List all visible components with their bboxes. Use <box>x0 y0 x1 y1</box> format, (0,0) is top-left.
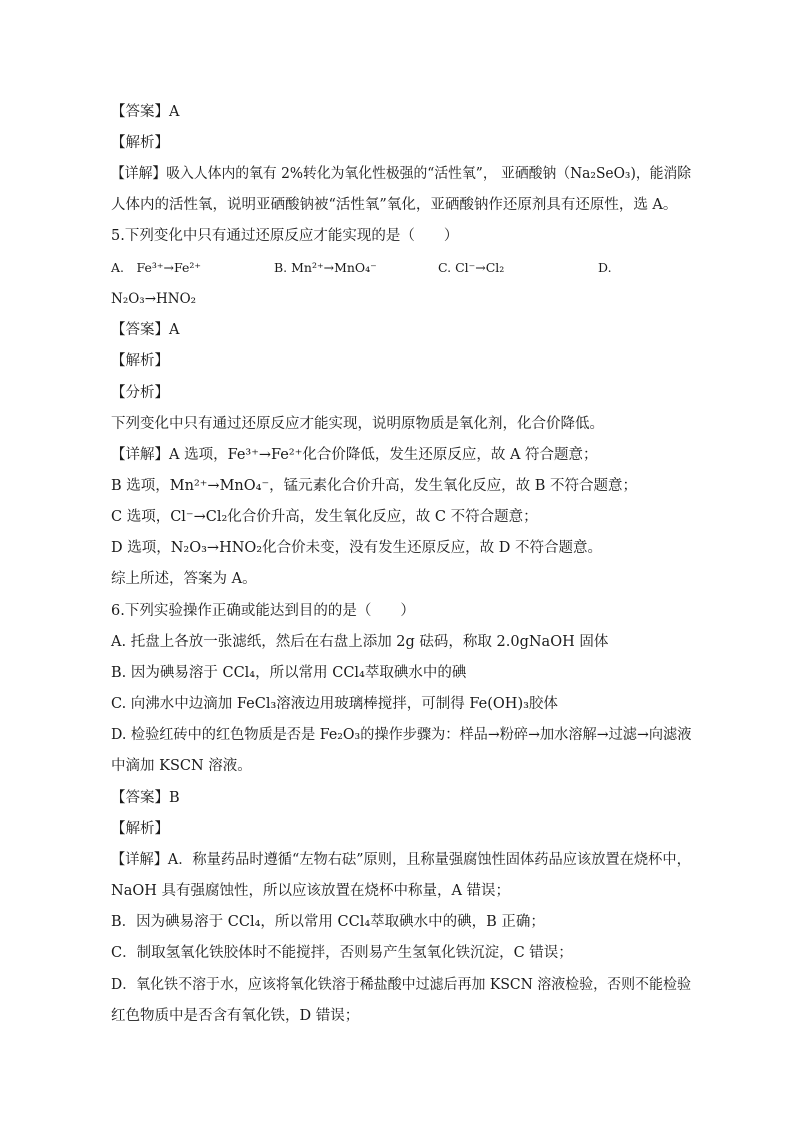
question-5-stem: 5.下列变化中只有通过还原反应才能实现的是（ ） <box>111 228 459 244</box>
question-6-option-d-line1: D. 检验红砖中的红色物质是否是 Fe₂O₃的操作步骤为：样品→粉碎→加水溶解→过滤→向滤液 <box>111 727 692 743</box>
answer-label-q6: 【答案】B <box>111 790 180 806</box>
explanation-q5-option-b: B 选项，Mn²⁺→MnO₄⁻，锰元素化合价升高，发生氧化反应，故 B 不符合题意； <box>111 478 637 494</box>
question-5-option-d: N₂O₃→HNO₂ <box>111 291 197 307</box>
analysis-text-q5: 下列变化中只有通过还原反应才能实现，说明原物质是氧化剂，化合价降低。 <box>111 416 604 432</box>
explanation-q6-c: C．制取氢氧化铁胶体时不能搅拌，否则易产生氢氧化铁沉淀，C 错误； <box>111 945 573 961</box>
explanation-q4-line1: 【详解】吸入人体内的氧有 2%转化为氧化性极强的“活性氧”， 亚硒酸钠（Na₂SeO₃)，能消除 <box>111 166 692 182</box>
explanation-q5-option-c: C 选项，Cl⁻→Cl₂化合价升高，发生氧化反应，故 C 不符合题意； <box>111 509 538 525</box>
analysis-label-q5: 【解析】 <box>111 353 169 369</box>
explanation-q5-option-d: D 选项，N₂O₃→HNO₂化合价未变，没有发生还原反应，故 D 不符合题意。 <box>111 540 602 556</box>
explanation-q6-a-line2: NaOH 具有强腐蚀性，所以应该放置在烧杯中称量，A 错误； <box>111 883 511 899</box>
explanation-q6-d-line1: D．氧化铁不溶于水，应该将氧化铁溶于稀盐酸中过滤后再加 KSCN 溶液检验，否则不能检验 <box>111 977 691 993</box>
answer-label-q4: 【答案】A <box>111 104 180 120</box>
question-6-option-c: C. 向沸水中边滴加 FeCl₃溶液边用玻璃棒搅拌，可制得 Fe(OH)₃胶体 <box>111 696 558 712</box>
answer-label-q5: 【答案】A <box>111 322 180 338</box>
question-6-stem: 6.下列实验操作正确或能达到目的的是（ ） <box>111 603 415 619</box>
explanation-q4-line2: 人体内的活性氧，说明亚硒酸钠被“活性氧”氧化，亚硒酸钠作还原剂具有还原性，选 A。 <box>111 197 678 213</box>
explanation-q6-b: B．因为碘易溶于 CCl₄，所以常用 CCl₄萃取碘水中的碘，B 正确； <box>111 914 545 930</box>
analysis-label-q6: 【解析】 <box>111 821 169 837</box>
question-6-option-a: A. 托盘上各放一张滤纸，然后在右盘上添加 2g 砝码，称取 2.0gNaOH 固体 <box>111 634 609 650</box>
question-5-option-c: C. Cl⁻→Cl₂ <box>438 260 505 275</box>
question-5-option-b: B. Mn²⁺→MnO₄⁻ <box>274 260 377 275</box>
explanation-q6-d-line2: 红色物质中是否含有氧化铁，D 错误； <box>111 1008 360 1024</box>
question-5-option-a: A. Fe³⁺→Fe²⁺ <box>111 260 201 275</box>
analysis-label-q4: 【解析】 <box>111 135 169 151</box>
question-6-option-b: B. 因为碘易溶于 CCl₄，所以常用 CCl₄萃取碘水中的碘 <box>111 665 467 681</box>
explanation-q5-option-a: 【详解】A 选项，Fe³⁺→Fe²⁺化合价降低，发生还原反应，故 A 符合题意； <box>111 447 598 463</box>
summary-q5: 综上所述，答案为 A。 <box>111 571 257 587</box>
question-6-option-d-line2: 中滴加 KSCN 溶液。 <box>111 758 252 774</box>
explanation-q6-a-line1: 【详解】A．称量药品时遵循“左物右砝”原则，且称量强腐蚀性固体药品应该放置在烧杯中， <box>111 852 691 868</box>
analysis-heading-q5: 【分析】 <box>111 385 169 401</box>
question-5-option-d-label: D. <box>598 260 612 275</box>
